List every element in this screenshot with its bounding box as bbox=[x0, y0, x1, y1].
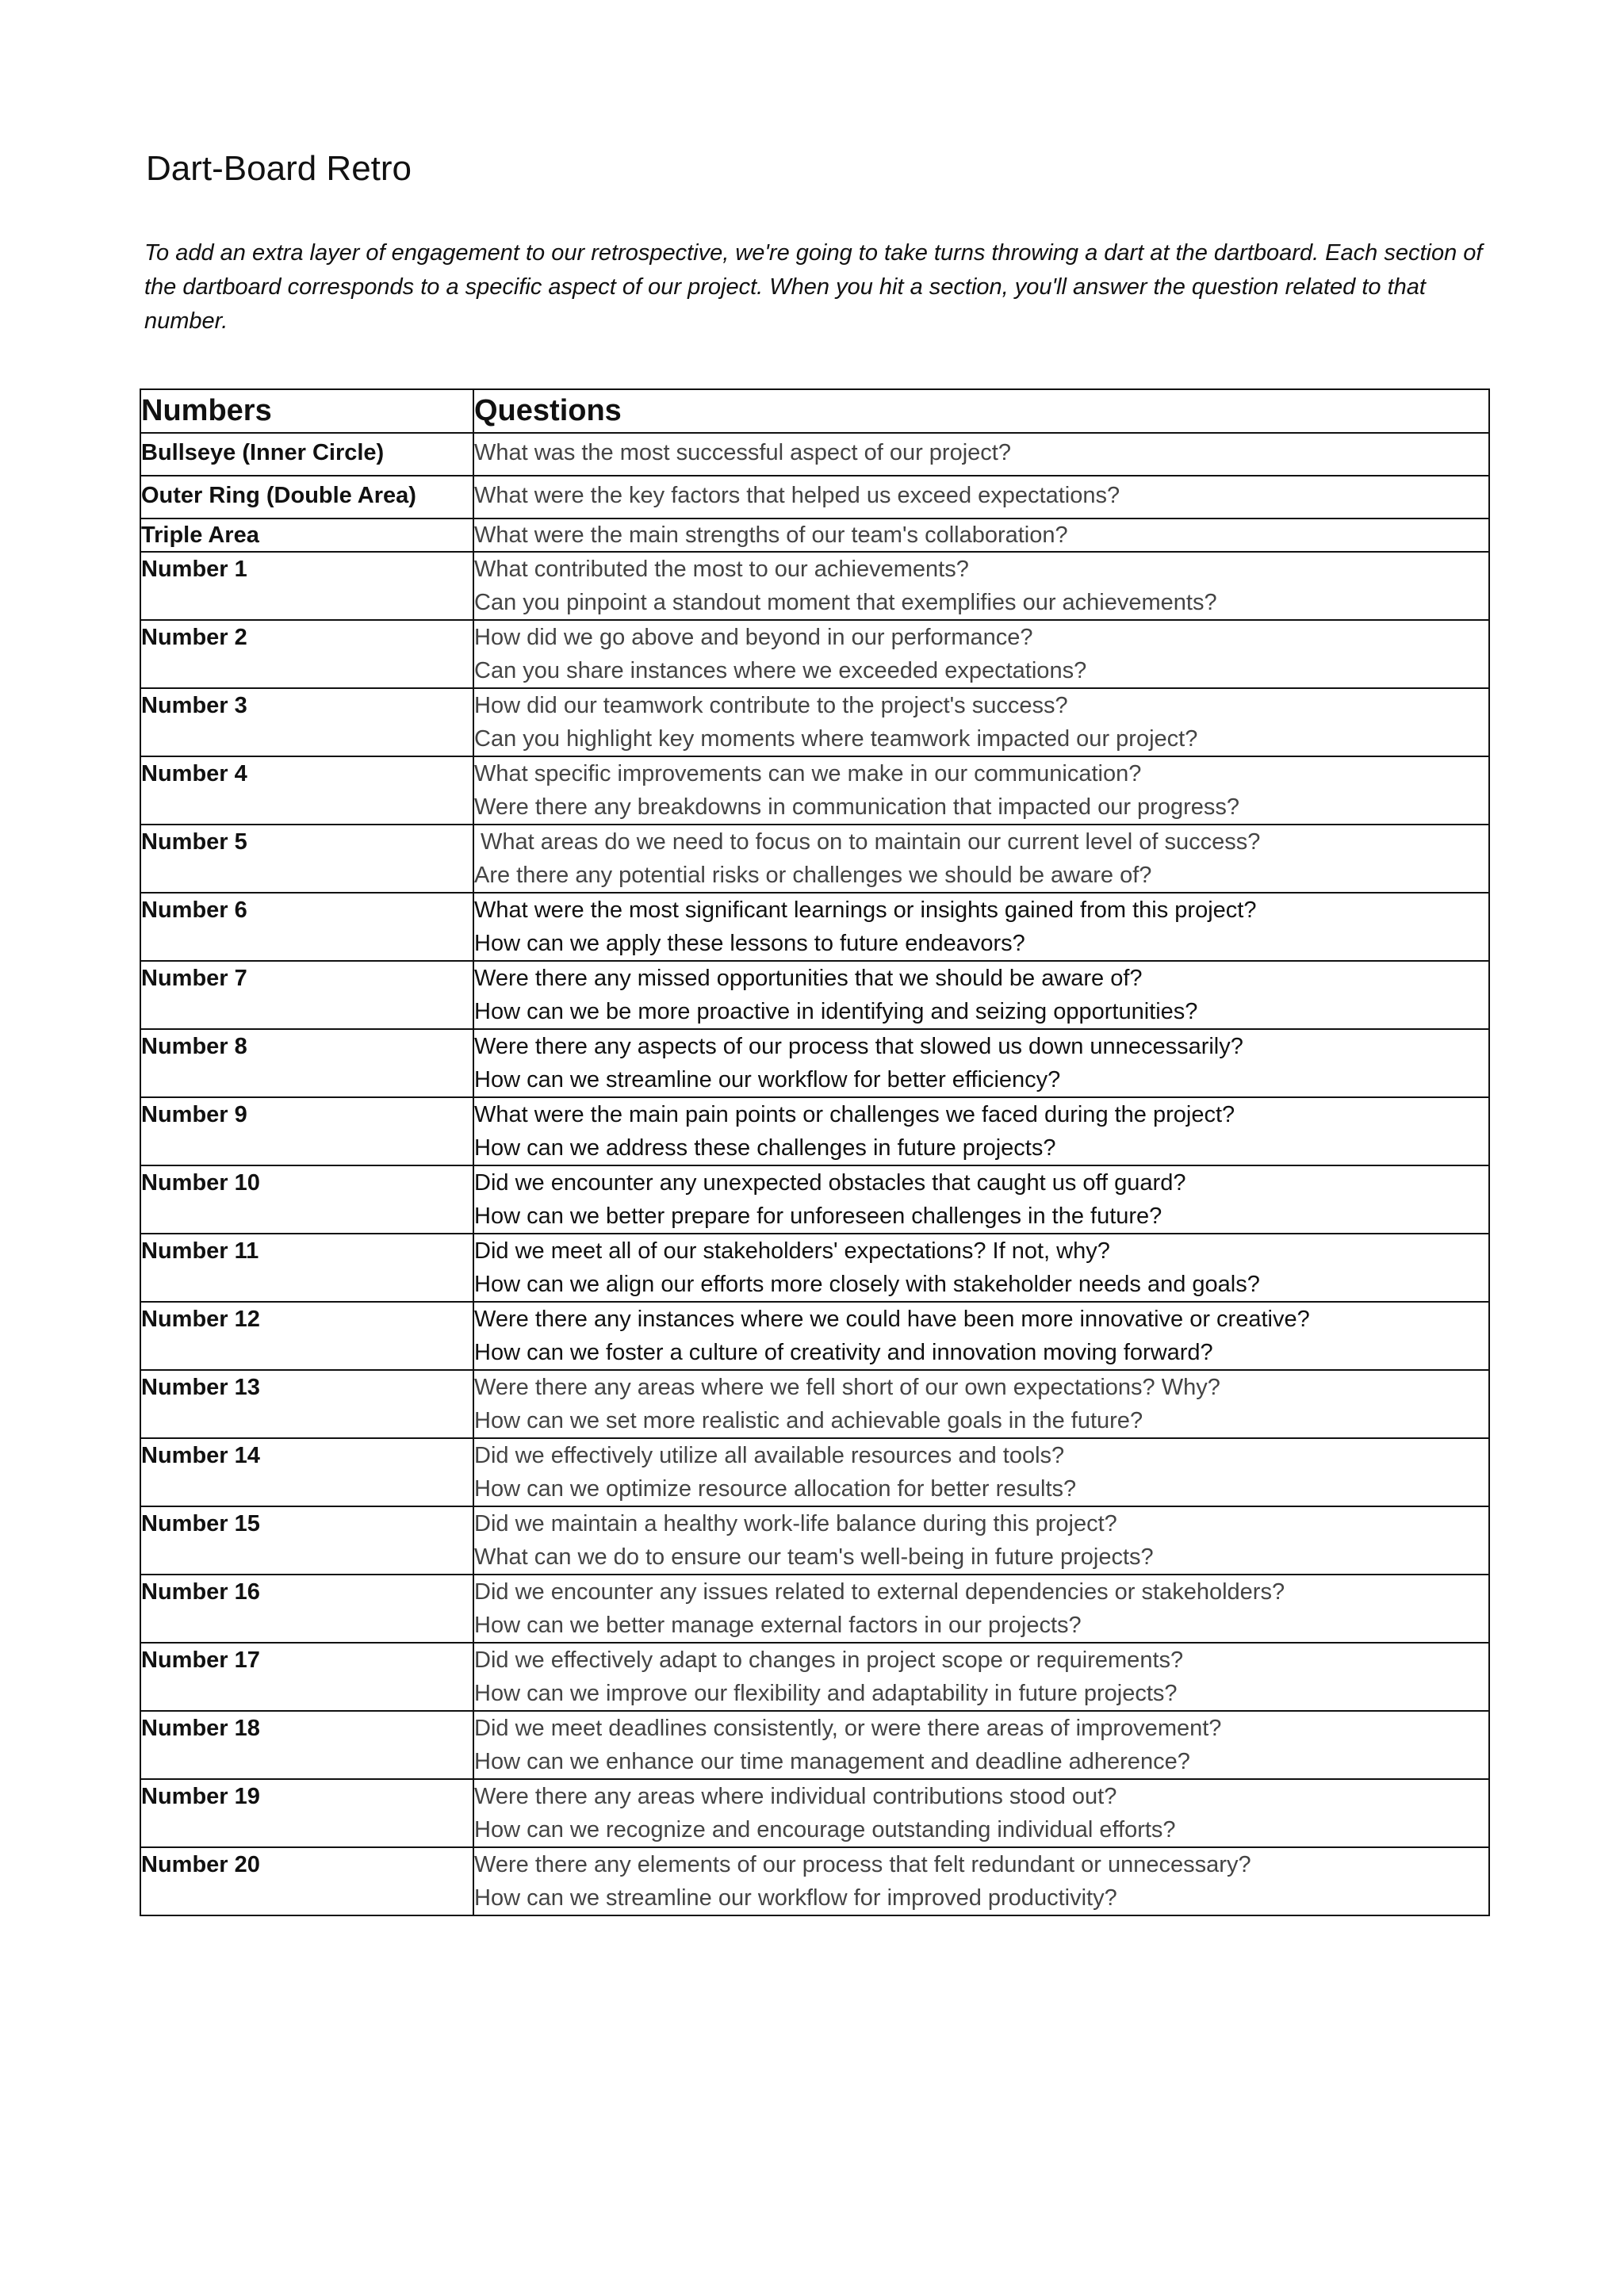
question-text: Did we maintain a healthy work-life balance during this project? bbox=[474, 1511, 1117, 1536]
row-questions bbox=[473, 1029, 1489, 1097]
table-row bbox=[140, 1847, 1489, 1915]
row-questions bbox=[473, 1711, 1489, 1779]
table-row bbox=[140, 893, 1489, 961]
question-text: What were the most significant learnings or insights gained from this project? bbox=[474, 897, 1257, 923]
table-row bbox=[140, 825, 1489, 893]
question-text: How can we streamline our workflow for better efficiency? bbox=[474, 1067, 1061, 1093]
question-text: What contributed the most to our achievements? bbox=[474, 557, 969, 582]
header-questions: Questions bbox=[473, 389, 1489, 433]
row-questions bbox=[473, 1370, 1489, 1438]
question-text: Were there any instances where we could have been more innovative or creative? bbox=[474, 1307, 1310, 1332]
table-row bbox=[140, 1029, 1489, 1097]
row-label: Number 16 bbox=[140, 1575, 473, 1643]
header-numbers: Numbers bbox=[140, 389, 473, 433]
table-row bbox=[140, 1779, 1489, 1847]
row-label: Number 19 bbox=[140, 1779, 473, 1847]
table-row bbox=[140, 476, 1489, 519]
row-questions bbox=[473, 825, 1489, 893]
row-questions bbox=[473, 1234, 1489, 1302]
row-questions bbox=[473, 1506, 1489, 1575]
row-label: Bullseye (Inner Circle) bbox=[140, 433, 473, 476]
question-text: Were there any aspects of our process that slowed us down unnecessarily? bbox=[474, 1034, 1243, 1059]
table-row bbox=[140, 552, 1489, 620]
question-text: Can you pinpoint a standout moment that exemplifies our achievements? bbox=[474, 590, 1217, 615]
question-text: What specific improvements can we make in our communication? bbox=[474, 761, 1142, 786]
question-text: What were the key factors that helped us exceed expectations? bbox=[474, 483, 1120, 508]
row-label: Number 14 bbox=[140, 1438, 473, 1506]
question-text: Were there any breakdowns in communication that impacted our progress? bbox=[474, 794, 1240, 820]
questions-table bbox=[140, 388, 1490, 1916]
row-label: Number 9 bbox=[140, 1097, 473, 1165]
row-label: Number 20 bbox=[140, 1847, 473, 1915]
question-text: What were the main strengths of our team's collaboration? bbox=[474, 522, 1068, 548]
row-questions bbox=[473, 1779, 1489, 1847]
row-questions bbox=[473, 1097, 1489, 1165]
table-row bbox=[140, 688, 1489, 756]
table-row bbox=[140, 620, 1489, 688]
question-text: What areas do we need to focus on to maintain our current level of success? bbox=[474, 829, 1261, 855]
row-label: Number 17 bbox=[140, 1643, 473, 1711]
row-label: Number 7 bbox=[140, 961, 473, 1029]
row-label: Number 11 bbox=[140, 1234, 473, 1302]
row-questions bbox=[473, 476, 1489, 519]
row-questions bbox=[473, 620, 1489, 688]
question-text: What were the main pain points or challenges we faced during the project? bbox=[474, 1102, 1235, 1127]
question-text: Can you highlight key moments where teamwork impacted our project? bbox=[474, 726, 1198, 752]
table-row bbox=[140, 961, 1489, 1029]
table-row bbox=[140, 1438, 1489, 1506]
question-text: What was the most successful aspect of our project? bbox=[474, 440, 1011, 465]
table-row bbox=[140, 756, 1489, 825]
row-label: Number 1 bbox=[140, 552, 473, 620]
table-row bbox=[140, 1165, 1489, 1234]
row-label: Number 13 bbox=[140, 1370, 473, 1438]
question-text: How did we go above and beyond in our performance? bbox=[474, 625, 1033, 650]
question-text: Are there any potential risks or challenges we should be aware of? bbox=[474, 863, 1152, 888]
row-label: Number 6 bbox=[140, 893, 473, 961]
table-header-row bbox=[140, 389, 1489, 433]
question-text: How did our teamwork contribute to the project's success? bbox=[474, 693, 1068, 718]
table-row bbox=[140, 1097, 1489, 1165]
table-row bbox=[140, 1370, 1489, 1438]
row-questions bbox=[473, 1165, 1489, 1234]
question-text: Did we meet deadlines consistently, or were there areas of improvement? bbox=[474, 1716, 1222, 1741]
row-questions bbox=[473, 961, 1489, 1029]
row-questions bbox=[473, 552, 1489, 620]
question-text: Did we effectively adapt to changes in project scope or requirements? bbox=[474, 1647, 1184, 1673]
question-text: How can we streamline our workflow for improved productivity? bbox=[474, 1885, 1117, 1911]
question-text: Were there any areas where we fell short of our own expectations? Why? bbox=[474, 1375, 1220, 1400]
question-text: How can we be more proactive in identifying and seizing opportunities? bbox=[474, 999, 1198, 1024]
row-label: Number 10 bbox=[140, 1165, 473, 1234]
row-label: Outer Ring (Double Area) bbox=[140, 476, 473, 519]
row-label: Number 5 bbox=[140, 825, 473, 893]
table-row bbox=[140, 433, 1489, 476]
row-label: Triple Area bbox=[140, 519, 473, 552]
question-text: Were there any missed opportunities that we should be aware of? bbox=[474, 966, 1143, 991]
row-questions bbox=[473, 688, 1489, 756]
row-questions bbox=[473, 433, 1489, 476]
row-questions bbox=[473, 519, 1489, 552]
row-label: Number 15 bbox=[140, 1506, 473, 1575]
row-questions bbox=[473, 756, 1489, 825]
question-text: What can we do to ensure our team's well-being in future projects? bbox=[474, 1544, 1154, 1570]
table-row bbox=[140, 1711, 1489, 1779]
table-row bbox=[140, 1234, 1489, 1302]
row-questions bbox=[473, 1643, 1489, 1711]
table-row bbox=[140, 519, 1489, 552]
question-text: How can we improve our flexibility and adaptability in future projects? bbox=[474, 1681, 1178, 1706]
row-label: Number 3 bbox=[140, 688, 473, 756]
intro-paragraph: To add an extra layer of engagement to our retrospective, we're going to take turns throwing a dart at the dartboard. Each section of the dartboard corresponds to a specific aspect of our project. When you hit a section, you'll answer the question related to that number. bbox=[144, 240, 1483, 334]
row-questions bbox=[473, 893, 1489, 961]
question-text: Did we meet all of our stakeholders' expectations? If not, why? bbox=[474, 1238, 1110, 1264]
question-text: How can we address these challenges in future projects? bbox=[474, 1135, 1056, 1161]
question-text: How can we optimize resource allocation for better results? bbox=[474, 1476, 1077, 1502]
row-label: Number 8 bbox=[140, 1029, 473, 1097]
question-text: How can we align our efforts more closely with stakeholder needs and goals? bbox=[474, 1272, 1260, 1297]
page-title: Dart-Board Retro bbox=[146, 149, 412, 188]
row-questions bbox=[473, 1847, 1489, 1915]
row-questions bbox=[473, 1302, 1489, 1370]
question-text: How can we better manage external factors in our projects? bbox=[474, 1613, 1082, 1638]
table-row bbox=[140, 1643, 1489, 1711]
table-row bbox=[140, 1506, 1489, 1575]
table-row bbox=[140, 1302, 1489, 1370]
question-text: How can we foster a culture of creativity and innovation moving forward? bbox=[474, 1340, 1213, 1365]
table-row bbox=[140, 1575, 1489, 1643]
question-text: Did we encounter any unexpected obstacles that caught us off guard? bbox=[474, 1170, 1186, 1196]
row-label: Number 2 bbox=[140, 620, 473, 688]
question-text: Were there any areas where individual contributions stood out? bbox=[474, 1784, 1117, 1809]
question-text: How can we set more realistic and achievable goals in the future? bbox=[474, 1408, 1143, 1433]
question-text: How can we better prepare for unforeseen challenges in the future? bbox=[474, 1203, 1162, 1229]
question-text: How can we enhance our time management and deadline adherence? bbox=[474, 1749, 1190, 1774]
row-label: Number 18 bbox=[140, 1711, 473, 1779]
row-questions bbox=[473, 1575, 1489, 1643]
question-text: Did we effectively utilize all available resources and tools? bbox=[474, 1443, 1065, 1468]
question-text: How can we apply these lessons to future endeavors? bbox=[474, 931, 1025, 956]
question-text: Were there any elements of our process that felt redundant or unnecessary? bbox=[474, 1852, 1251, 1877]
question-text: Did we encounter any issues related to external dependencies or stakeholders? bbox=[474, 1579, 1285, 1605]
row-questions bbox=[473, 1438, 1489, 1506]
question-text: Can you share instances where we exceeded expectations? bbox=[474, 658, 1087, 683]
row-label: Number 12 bbox=[140, 1302, 473, 1370]
row-label: Number 4 bbox=[140, 756, 473, 825]
question-text: How can we recognize and encourage outstanding individual efforts? bbox=[474, 1817, 1176, 1843]
